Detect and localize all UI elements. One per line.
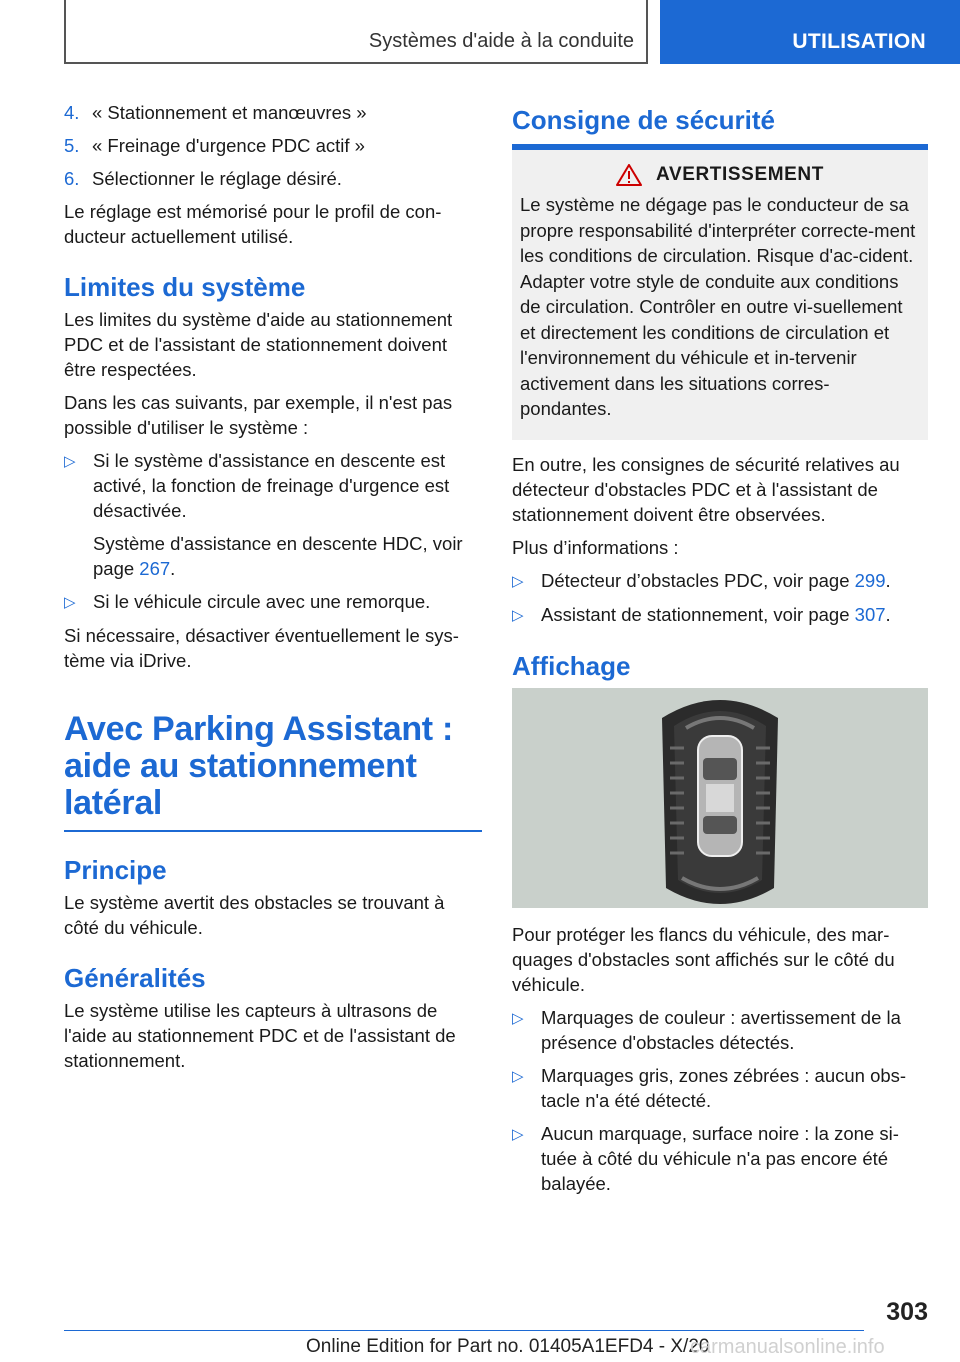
page-number: 303	[886, 1298, 928, 1326]
list-item	[64, 448, 482, 581]
heading-rule	[64, 830, 482, 832]
general-heading: Généralités	[64, 963, 206, 993]
step-number: 6.	[64, 168, 80, 189]
display-heading: Affichage	[512, 650, 631, 681]
list-item	[64, 589, 482, 615]
watermark-text: carmanualsonline.info	[690, 1336, 885, 1358]
step-text: « Freinage d'urgence PDC actif »	[92, 135, 365, 156]
step-number: 5.	[64, 135, 80, 156]
list-item-text: Marquages de couleur : avertissement de la présence d'obstacles détectés.	[541, 1006, 901, 1053]
principle-paragraph: Le système avertit des obstacles se trouvant à côté du véhicule.	[64, 892, 445, 938]
list-item-text: Marquages gris, zones zébrées : aucun obs‐tacle n'a été détecté.	[541, 1064, 907, 1111]
list-item	[512, 602, 928, 628]
list-item-text: Aucun marquage, surface noire : la zone si‐tuée à côté du véhicule n'a pas encore été balayée.	[541, 1122, 899, 1194]
edition-text: Online Edition for Part no. 01405A1EFD4 - X/20	[306, 1336, 710, 1357]
list-item-text: Si le système d'assistance en descente est activé, la fonction de freinage d'urgence est désactivée.	[93, 450, 450, 521]
safety-heading: Consigne de sécurité	[512, 105, 775, 135]
page-link-299[interactable]: 299	[854, 569, 886, 591]
main-heading: Avec Parking Assistant : aide au stationnement latéral	[64, 710, 453, 822]
list-item	[512, 568, 928, 594]
memo-paragraph: Le réglage est mémorisé pour le profil de con‐ducteur actuellement utilisé.	[64, 201, 442, 247]
list-item-reference: Assistant de stationnement, voir page 307.	[541, 603, 891, 625]
general-paragraph: Le système utilise les capteurs à ultrasons de l'aide au stationnement PDC et de l'assistant de stationnement.	[64, 1000, 456, 1071]
triangle-bullet-icon: ▷	[512, 606, 524, 624]
step-text: Sélectionner le réglage désiré.	[92, 168, 342, 189]
display-paragraph: Pour protéger les flancs du véhicule, des mar‐quages d'obstacles sont affichés sur le côté du véhicule.	[512, 923, 895, 995]
triangle-bullet-icon: ▷	[512, 1067, 524, 1085]
list-item-text: Si le véhicule circule avec une remorque.	[93, 591, 431, 612]
page-link-307[interactable]: 307	[854, 603, 886, 625]
chapter-tab[interactable]	[660, 0, 960, 64]
principle-heading: Principe	[64, 855, 167, 885]
step-number: 4.	[64, 102, 80, 123]
vehicle-top-view-icon	[512, 688, 928, 908]
warning-box	[512, 150, 928, 440]
list-item-reference: Système d'assistance en descente HDC, voir page 267.	[93, 533, 463, 579]
triangle-bullet-icon: ▷	[64, 453, 76, 470]
header-section-box	[64, 0, 648, 64]
warning-text: Le système ne dégage pas le conducteur de sa propre responsabilité d'interpréter correcte‐ment les conditions de circulation. Risque d'ac‐cident. Adapter votre style de conduite aux conditions de circulation. Contrôler en outre vi‐suellement et directement les conditions de circulation et l'environnement du véhicule et in‐tervenir activement dans les situations corres‐pondantes.	[520, 194, 916, 419]
list-item-reference: Détecteur d’obstacles PDC, voir page 299.	[541, 569, 891, 591]
list-item	[512, 1121, 928, 1196]
page-link-267[interactable]: 267	[139, 558, 171, 579]
triangle-bullet-icon: ▷	[512, 1125, 524, 1143]
footer-rule	[64, 1330, 864, 1331]
safety-paragraph: En outre, les consignes de sécurité relatives au détecteur d'obstacles PDC et à l'assistant de stationnement doivent être observées.	[512, 453, 900, 525]
step-item	[64, 133, 482, 158]
left-column	[64, 100, 482, 1081]
list-item	[512, 1063, 928, 1113]
warning-label: AVERTISSEMENT	[656, 164, 824, 185]
triangle-bullet-icon: ▷	[512, 572, 524, 590]
list-item	[512, 1005, 928, 1055]
parking-display-image	[512, 688, 928, 908]
limits-heading: Limites du système	[64, 272, 306, 302]
step-item	[64, 100, 482, 125]
limits-paragraph-2: Dans les cas suivants, par exemple, il n'est pas possible d'utiliser le système :	[64, 392, 453, 438]
limits-paragraph-3: Si nécessaire, désactiver éventuellement le sys‐tème via iDrive.	[64, 625, 459, 671]
step-text: « Stationnement et manœuvres »	[92, 102, 367, 123]
chapter-tab-label: UTILISATION	[792, 30, 926, 53]
step-item	[64, 166, 482, 191]
triangle-bullet-icon: ▷	[512, 1009, 524, 1027]
warning-triangle-icon	[616, 164, 642, 186]
more-info-label: Plus d’informations :	[512, 536, 679, 558]
right-column	[512, 100, 928, 1204]
warning-header	[520, 164, 920, 186]
limits-paragraph: Les limites du système d'aide au stationnement PDC et de l'assistant de stationnement doivent être respectées.	[64, 309, 453, 380]
section-title: Systèmes d'aide à la conduite	[368, 30, 634, 52]
triangle-bullet-icon: ▷	[64, 594, 76, 611]
